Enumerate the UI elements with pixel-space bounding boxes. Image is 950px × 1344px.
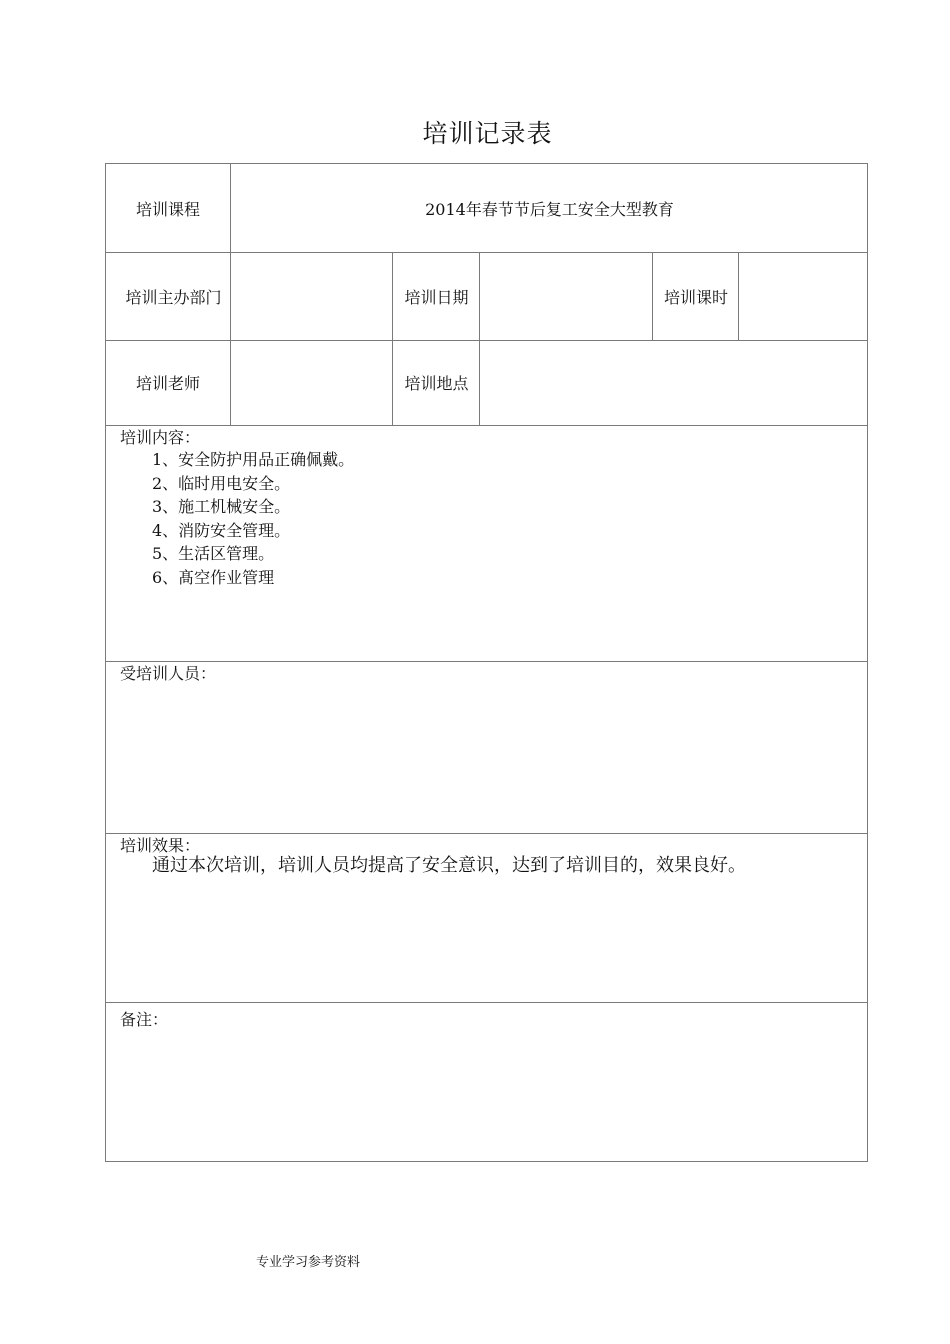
list-item: 4、消防安全管理。	[152, 520, 291, 540]
column-divider	[479, 252, 480, 426]
row-divider	[105, 425, 868, 426]
row-divider	[105, 340, 868, 341]
location-label: 培训地点	[404, 374, 469, 393]
course-value: 2014年春节节后复工安全大型教育	[425, 200, 674, 219]
page-footer: 专业学习参考资料	[256, 1255, 361, 1270]
table-border-bottom	[105, 1161, 868, 1162]
content-label: 培训内容：	[120, 428, 201, 447]
date-label: 培训日期	[404, 288, 469, 307]
trainees-label: 受培训人员：	[120, 664, 217, 683]
list-item: 2、临时用电安全。	[152, 473, 291, 493]
list-item: 1、安全防护用品正确佩戴。	[152, 450, 355, 469]
page-title: 培训记录表	[422, 119, 553, 148]
table-border-right	[867, 163, 868, 1162]
list-item: 6、髙空作业管理	[152, 567, 275, 587]
content-list	[152, 448, 354, 590]
column-divider	[392, 252, 393, 426]
row-divider	[105, 1002, 868, 1003]
training-record-table	[105, 163, 868, 1163]
row-divider	[105, 661, 868, 662]
list-item: 5、生活区管理。	[152, 544, 275, 564]
table-border-left	[105, 163, 106, 1162]
list-item: 3、施工机械安全。	[152, 497, 291, 517]
effect-text: 通过本次培训，培训人员均提高了安全意识，达到了培训目的，效果良好。	[152, 855, 746, 876]
remarks-label: 备注：	[120, 1010, 169, 1029]
teacher-label: 培训老师	[135, 374, 200, 393]
dept-label: 培训主办部门	[125, 288, 222, 307]
effect-label: 培训效果：	[120, 836, 201, 855]
row-divider	[105, 252, 868, 253]
table-border-top	[105, 163, 868, 164]
course-label: 培训课程	[135, 200, 200, 219]
row-divider	[105, 833, 868, 834]
hours-label: 培训课时	[663, 288, 728, 307]
